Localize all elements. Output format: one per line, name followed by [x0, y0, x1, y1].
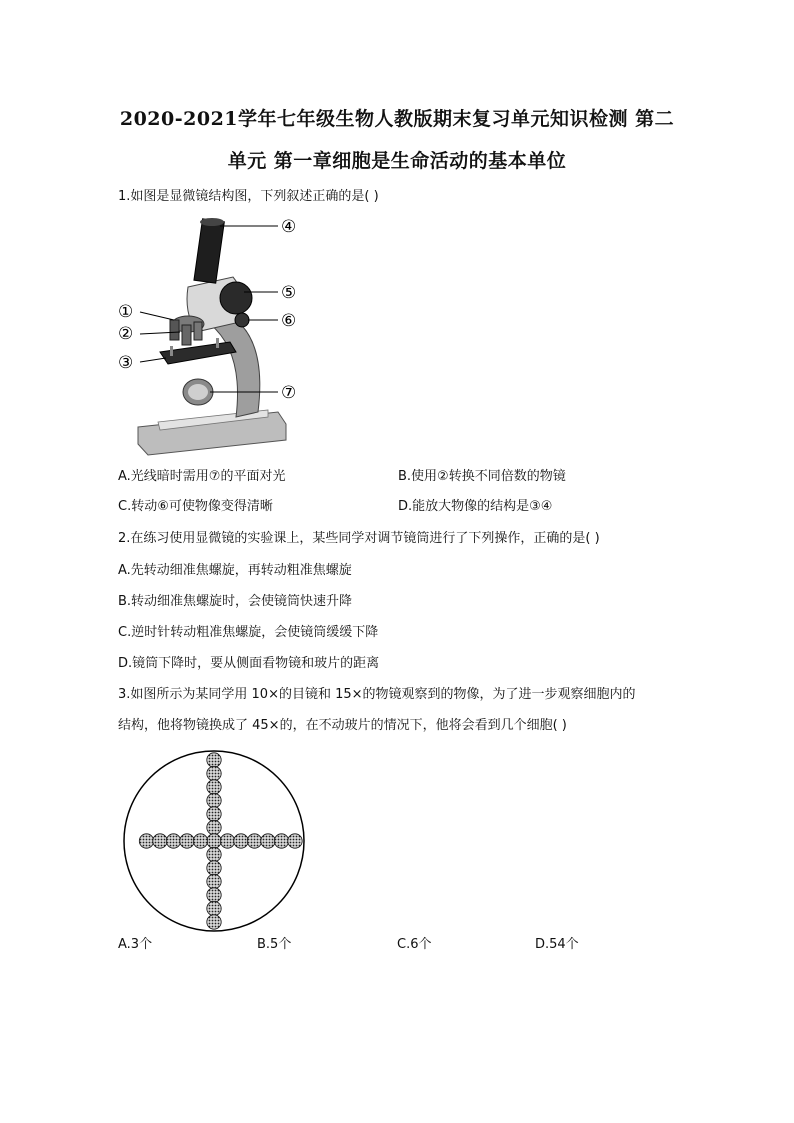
- q2-option-d: D.镜筒下降时，要从侧面看物镜和玻片的距离: [118, 656, 380, 671]
- q2-option-a: A.先转动细准焦螺旋，再转动粗准焦螺旋: [118, 563, 352, 578]
- cell: [207, 753, 221, 767]
- q2-option-c: C.逆时针转动粗准焦螺旋，会使镜筒缓缓下降: [118, 625, 379, 640]
- cell: [207, 847, 221, 861]
- question-3-stem-line-1: 3.如图所示为某同学用 10×的目镜和 15×的物镜观察到的物像，为了进一步观察细胞内的: [118, 687, 636, 702]
- microscope-field-of-view: [118, 745, 310, 937]
- callout-label-6: ⑥: [281, 311, 297, 331]
- q3-option-d: D.54个: [535, 937, 579, 952]
- q3-option-b: B.5个: [257, 937, 292, 952]
- question-1-stem: 1.如图是显微镜结构图，下列叙述正确的是( ): [118, 189, 379, 204]
- document-title-line-2: 单元 第一章细胞是生命活动的基本单位: [227, 150, 567, 172]
- cell: [207, 807, 221, 821]
- cell: [180, 834, 194, 848]
- q1-option-c: C.转动⑥可使物像变得清晰: [118, 499, 273, 514]
- cell: [207, 874, 221, 888]
- cell: [207, 834, 221, 848]
- q1-option-b: B.使用②转换不同倍数的物镜: [398, 469, 566, 484]
- callout-label-2: ②: [118, 324, 134, 344]
- cell: [193, 834, 207, 848]
- q1-option-a: A.光线暗时需用⑦的平面对光: [118, 469, 286, 484]
- cell: [207, 793, 221, 807]
- cell: [207, 861, 221, 875]
- microscope-figure: [118, 212, 308, 462]
- cell: [207, 901, 221, 915]
- document-title-line-1: 2020-2021学年七年级生物人教版期末复习单元知识检测 第二: [119, 108, 675, 130]
- question-3-stem-line-2: 结构，他将物镜换成了 45×的，在不动玻片的情况下，他将会看到几个细胞( ): [118, 718, 567, 733]
- q1-option-d: D.能放大物像的结构是③④: [398, 499, 553, 514]
- cell: [274, 834, 288, 848]
- cell: [220, 834, 234, 848]
- cell: [207, 766, 221, 780]
- cell: [207, 915, 221, 929]
- cell: [207, 820, 221, 834]
- callout-label-4: ④: [281, 217, 297, 237]
- cell: [261, 834, 275, 848]
- callout-label-7: ⑦: [281, 383, 297, 403]
- cell: [234, 834, 248, 848]
- cell: [247, 834, 261, 848]
- callout-label-5: ⑤: [281, 283, 297, 303]
- cell: [207, 888, 221, 902]
- q3-option-c: C.6个: [397, 937, 432, 952]
- callout-label-1: ①: [118, 302, 134, 322]
- cell: [153, 834, 167, 848]
- callout-label-3: ③: [118, 353, 134, 373]
- q2-option-b: B.转动细准焦螺旋时，会使镜筒快速升降: [118, 594, 353, 609]
- cell: [166, 834, 180, 848]
- q3-option-a: A.3个: [118, 937, 153, 952]
- cell: [288, 834, 302, 848]
- question-2-stem: 2.在练习使用显微镜的实验课上，某些同学对调节镜筒进行了下列操作，正确的是( ): [118, 531, 600, 546]
- cell: [207, 780, 221, 794]
- cell: [139, 834, 153, 848]
